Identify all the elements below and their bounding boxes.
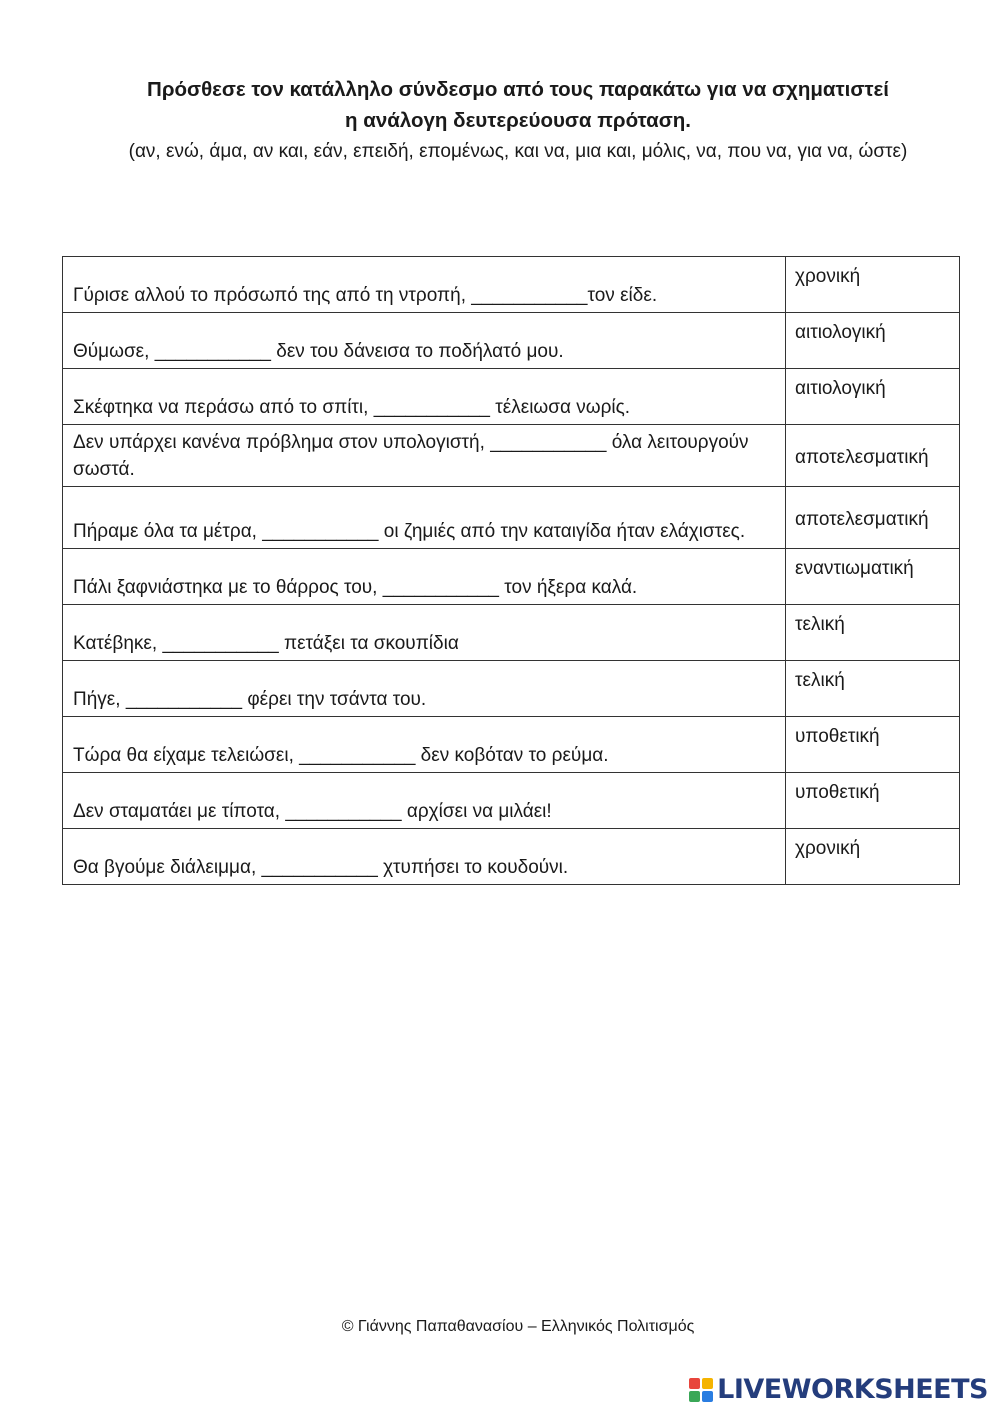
- clause-type-cell: υποθετική: [786, 717, 960, 773]
- sentence-cell: Θύμωσε, ___________ δεν του δάνεισα το ποδήλατό μου.: [63, 313, 786, 369]
- answer-blank[interactable]: ___________: [262, 521, 379, 542]
- instruction-title-line-2: η ανάλογη δευτερεύουσα πρόταση.: [345, 109, 691, 132]
- clause-type-cell: αιτιολογική: [786, 369, 960, 425]
- liveworksheets-logo: [689, 1374, 988, 1405]
- conjunction-list: (αν, ενώ, άμα, αν και, εάν, επειδή, επομένως, και να, μια και, μόλις, να, που να, για να, ώστε): [128, 141, 908, 162]
- clause-type-cell: χρονική: [786, 257, 960, 313]
- clause-type-cell: αιτιολογική: [786, 313, 960, 369]
- table-row: [63, 773, 960, 829]
- sentence-cell: Τώρα θα είχαμε τελειώσει, ___________ δεν κοβόταν το ρεύμα.: [63, 717, 786, 773]
- answer-blank[interactable]: ___________: [471, 285, 588, 306]
- logo-text: LIVEWORKSHEETS: [717, 1374, 988, 1405]
- exercise-table: [62, 256, 960, 885]
- instructions-header: [60, 74, 976, 166]
- answer-blank[interactable]: ___________: [299, 745, 416, 766]
- sentence-cell: Πήγε, ___________ φέρει την τσάντα του.: [63, 661, 786, 717]
- clause-type-cell: υποθετική: [786, 773, 960, 829]
- table-row: [63, 369, 960, 425]
- table-row: [63, 717, 960, 773]
- logo-mark-icon: [689, 1378, 713, 1402]
- sentence-cell: Κατέβηκε, ___________ πετάξει τα σκουπίδια: [63, 605, 786, 661]
- instruction-title: [60, 74, 976, 136]
- table-row: [63, 605, 960, 661]
- copyright-footer: © Γιάννης Παπαθανασίου – Ελληνικός Πολιτισμός: [341, 1318, 695, 1335]
- table-row: [63, 661, 960, 717]
- sentence-cell: Πάλι ξαφνιάστηκα με το θάρρος του, ___________ τον ήξερα καλά.: [63, 549, 786, 605]
- clause-type-cell: τελική: [786, 661, 960, 717]
- instruction-title-line-1: Πρόσθεσε τον κατάλληλο σύνδεσμο από τους παρακάτω για να σχηματιστεί: [147, 78, 889, 101]
- sentence-cell: Σκέφτηκα να περάσω από το σπίτι, ___________ τέλειωσα νωρίς.: [63, 369, 786, 425]
- clause-type-cell: εναντιωματική: [786, 549, 960, 605]
- clause-type-cell: χρονική: [786, 829, 960, 885]
- answer-blank[interactable]: ___________: [261, 857, 378, 878]
- table-row: [63, 829, 960, 885]
- sentence-cell: Γύρισε αλλού το πρόσωπό της από τη ντροπή, ___________τον είδε.: [63, 257, 786, 313]
- clause-type-cell: αποτελεσματική: [786, 425, 960, 487]
- table-row: [63, 425, 960, 487]
- answer-blank[interactable]: ___________: [285, 801, 402, 822]
- answer-blank[interactable]: ___________: [162, 633, 279, 654]
- answer-blank[interactable]: ___________: [373, 397, 490, 418]
- clause-type-cell: αποτελεσματική: [786, 487, 960, 549]
- answer-blank[interactable]: ___________: [490, 432, 607, 453]
- table-row: [63, 487, 960, 549]
- sentence-cell: Θα βγούμε διάλειμμα, ___________ χτυπήσει το κουδούνι.: [63, 829, 786, 885]
- sentence-cell: Δεν υπάρχει κανένα πρόβλημα στον υπολογιστή, ___________ όλα λειτουργούν σωστά.: [63, 425, 786, 487]
- table-row: [63, 549, 960, 605]
- answer-blank[interactable]: ___________: [382, 577, 499, 598]
- answer-blank[interactable]: ___________: [154, 341, 271, 362]
- sentence-cell: Πήραμε όλα τα μέτρα, ___________ οι ζημιές από την καταιγίδα ήταν ελάχιστες.: [63, 487, 786, 549]
- clause-type-cell: τελική: [786, 605, 960, 661]
- answer-blank[interactable]: ___________: [125, 689, 243, 710]
- table-row: [63, 313, 960, 369]
- table-row: [63, 257, 960, 313]
- sentence-cell: Δεν σταματάει με τίποτα, ___________ αρχίσει να μιλάει!: [63, 773, 786, 829]
